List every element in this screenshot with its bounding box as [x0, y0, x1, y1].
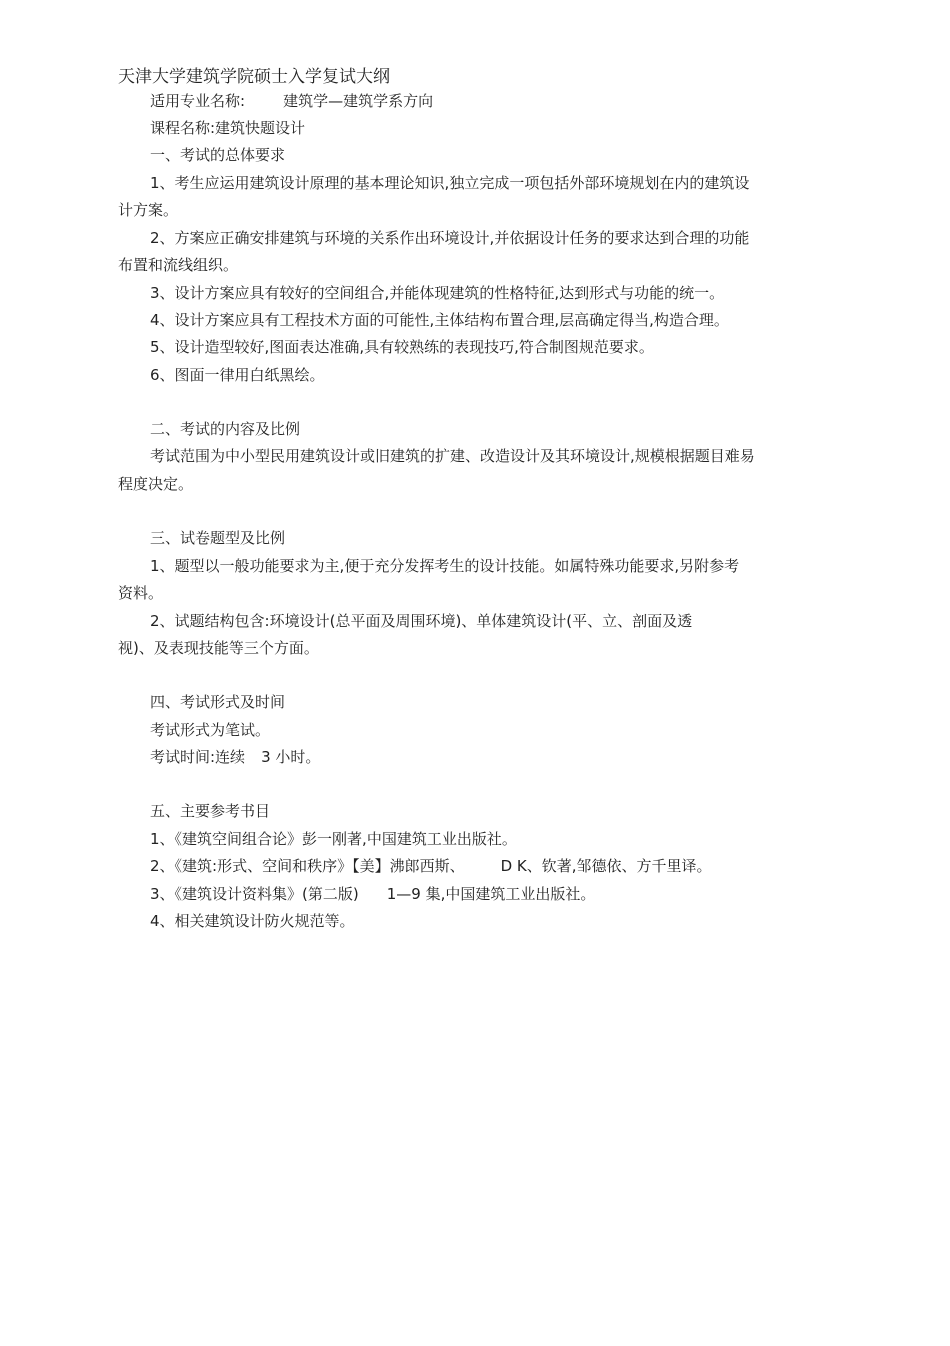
reference-item: 4、相关建筑设计防火规范等。 [150, 912, 355, 930]
requirement-item: 2、方案应正确安排建筑与环境的关系作出环境设计,并依据设计任务的要求达到合理的功能 [150, 229, 750, 247]
section-heading: 二、考试的内容及比例 [150, 420, 301, 438]
reference-item-part-a: 2、《建筑:形式、空间和秩序》【美】沸郎西斯、 [150, 857, 465, 875]
requirement-item: 4、设计方案应具有工程技术方面的可能性,主体结构布置合理,层高确定得当,构造合理。 [150, 311, 729, 329]
reference-item [150, 856, 712, 876]
section-heading: 五、主要参考书目 [150, 802, 271, 820]
exam-time-label: 考试时间:连续 [150, 748, 246, 766]
major-line [150, 91, 433, 111]
document-title: 天津大学建筑学院硕士入学复试大纲 [118, 67, 390, 87]
requirement-item: 6、图面一律用白纸黑绘。 [150, 366, 325, 384]
reference-item: 1、《建筑空间组合论》彭一刚著,中国建筑工业出版社。 [150, 830, 517, 848]
reference-item-part-b: 1—9 集,中国建筑工业出版社。 [386, 885, 596, 903]
major-label: 适用专业名称: [150, 92, 246, 110]
question-type-item-cont: 视)、及表现技能等三个方面。 [118, 639, 319, 657]
question-type-item: 2、试题结构包含:环境设计(总平面及周围环境)、单体建筑设计(平、立、剖面及透 [150, 612, 693, 630]
requirement-item-cont: 计方案。 [118, 201, 179, 219]
section-heading: 四、考试形式及时间 [150, 693, 286, 711]
requirement-item: 3、设计方案应具有较好的空间组合,并能体现建筑的性格特征,达到形式与功能的统一。 [150, 284, 725, 302]
requirement-item: 5、设计造型较好,图面表达准确,具有较熟练的表现技巧,符合制图规范要求。 [150, 338, 654, 356]
question-type-item: 1、题型以一般功能要求为主,便于充分发挥考生的设计技能。如属特殊功能要求,另附参考 [150, 557, 740, 575]
course-name: 课程名称:建筑快题设计 [150, 119, 306, 137]
section-heading: 一、考试的总体要求 [150, 146, 286, 164]
exam-form: 考试形式为笔试。 [150, 721, 271, 739]
requirement-item-cont: 布置和流线组织。 [118, 256, 239, 274]
reference-item-part-b: D K、钦著,邹德依、方千里译。 [500, 857, 712, 875]
question-type-item-cont: 资料。 [118, 584, 164, 602]
requirement-item: 1、考生应运用建筑设计原理的基本理论知识,独立完成一项包括外部环境规划在内的建筑设 [150, 174, 750, 192]
content-paragraph-cont: 程度决定。 [118, 475, 194, 493]
reference-item [150, 884, 595, 904]
reference-item-part-a: 3、《建筑设计资料集》(第二版) [150, 885, 359, 903]
section-heading: 三、试卷题型及比例 [150, 529, 286, 547]
exam-time [150, 747, 320, 767]
major-value: 建筑学—建筑学系方向 [283, 92, 434, 110]
content-paragraph: 考试范围为中小型民用建筑设计或旧建筑的扩建、改造设计及其环境设计,规模根据题目难易 [150, 447, 755, 465]
exam-time-value: 3 小时。 [261, 748, 321, 766]
